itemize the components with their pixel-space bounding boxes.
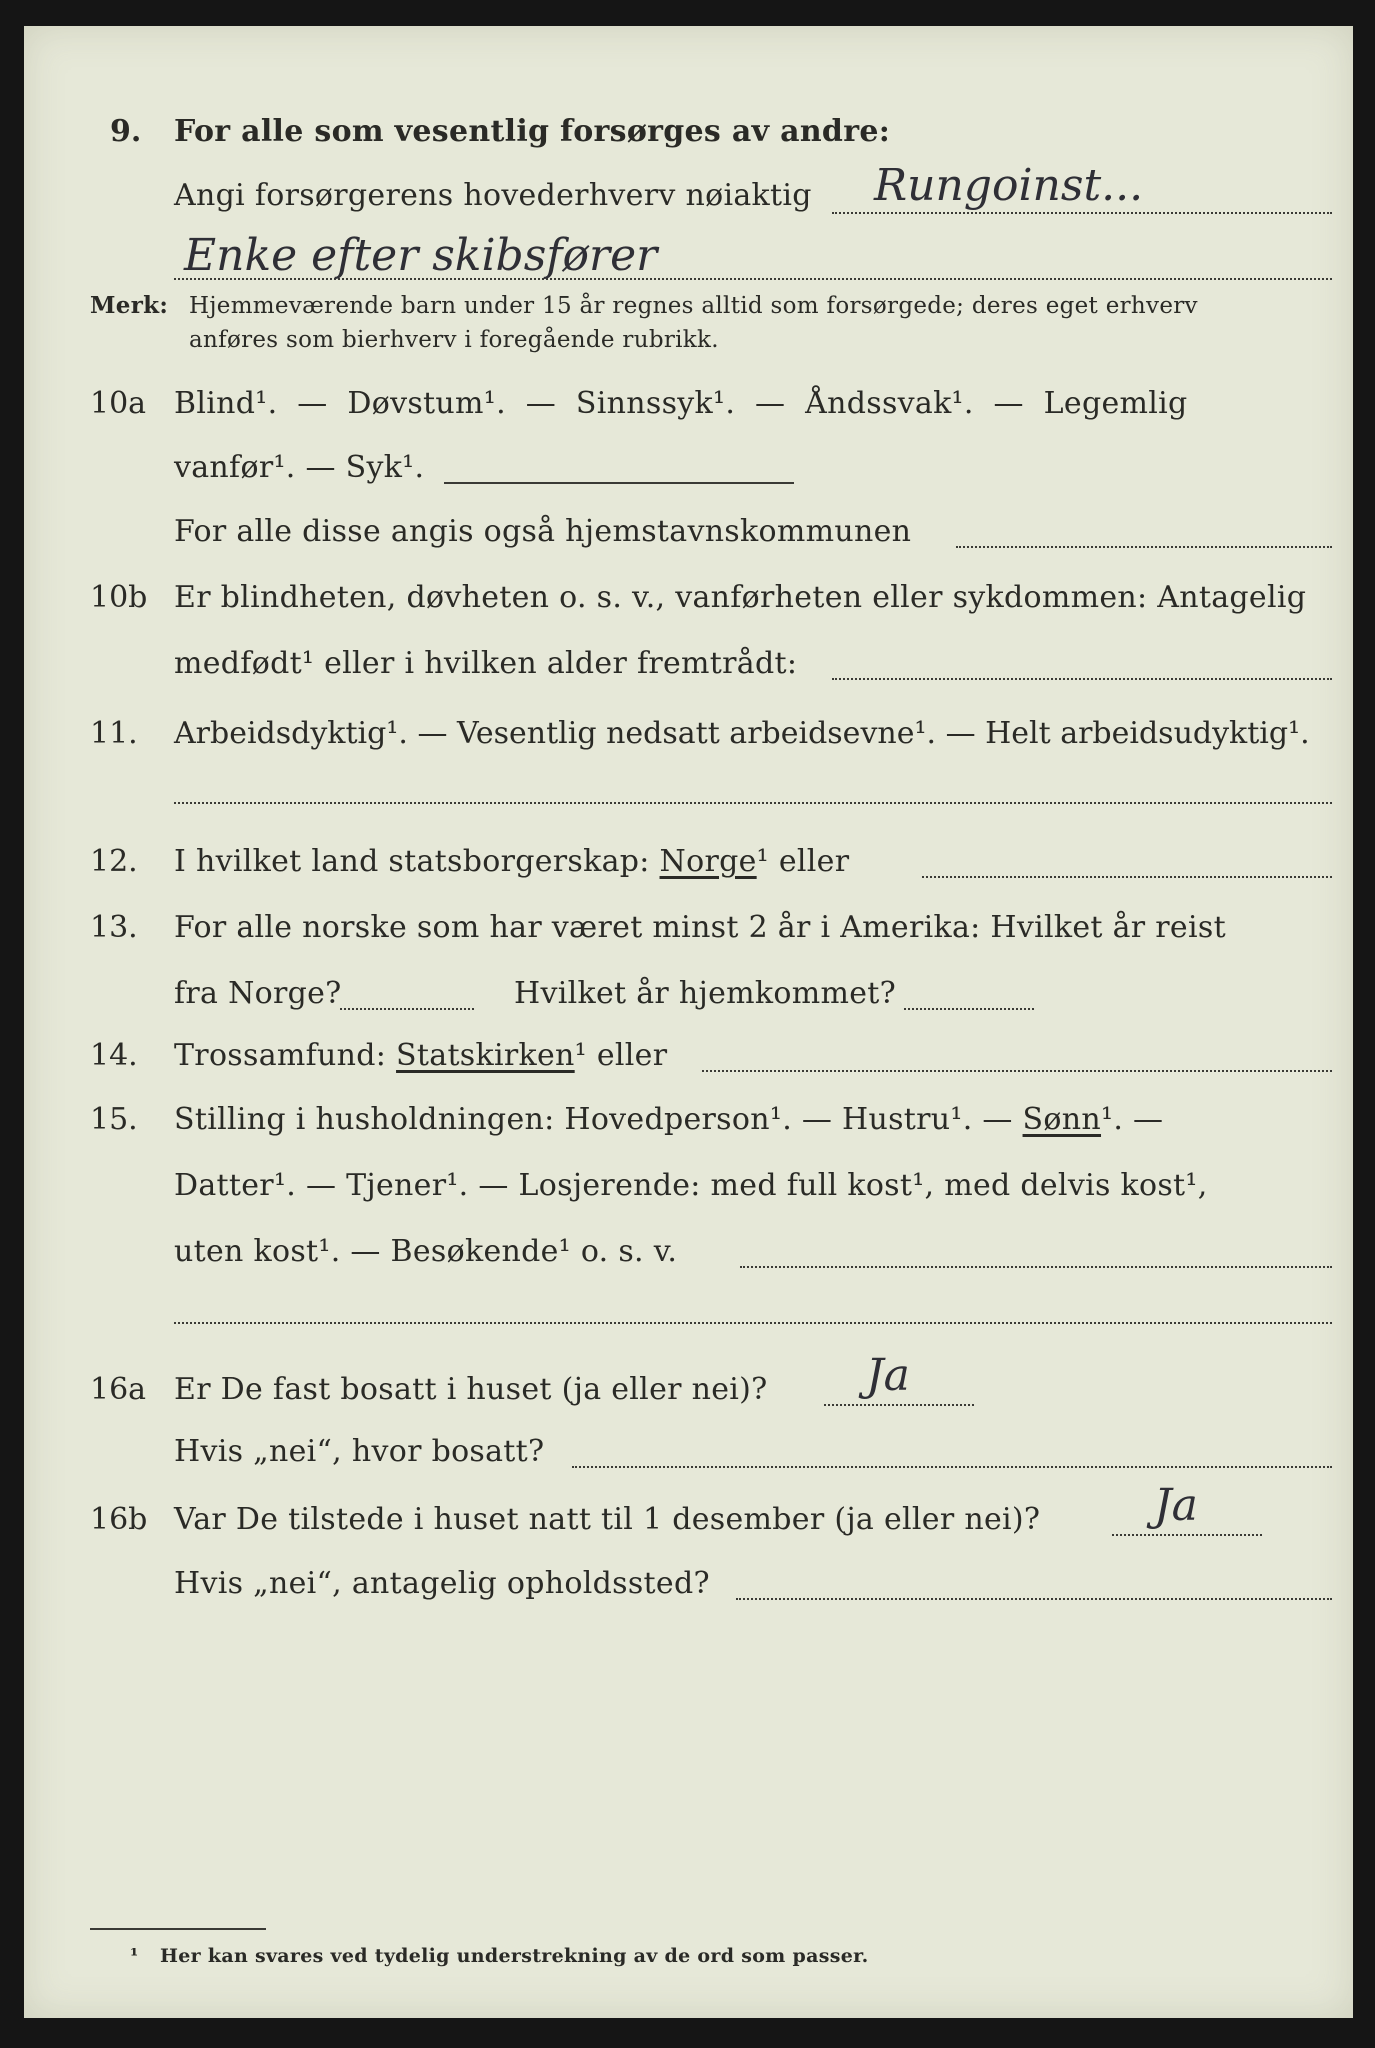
merk-label: Merk: [90, 292, 169, 319]
q15-line-1 [174, 1102, 1163, 1138]
q10b-answer-line [832, 678, 1332, 680]
q12-line [174, 844, 849, 880]
q13-line-2a: fra Norge? [174, 976, 342, 1011]
q9-answer-line-1 [832, 212, 1332, 214]
q12-text-a: I hvilket land statsborgerskap: [174, 844, 650, 879]
q16b-handwritten-answer: Ja [1154, 1480, 1198, 1531]
q9-label: Angi forsørgerens hovederhverv nøiaktig [174, 178, 812, 213]
q10b-line-2: medfødt¹ eller i hvilken alder fremtrådt: [174, 646, 798, 681]
q13-line-1: For alle norske som har været minst 2 år i Amerika: Hvilket år reist [174, 910, 1226, 945]
q9-handwritten-answer-2: Enke efter skibsfører [184, 230, 658, 281]
q14-underlined: Statskirken [396, 1038, 575, 1073]
q9-handwritten-answer-1: Rungoinst... [874, 160, 1144, 211]
footnote-text: Her kan svares ved tydelig understrekning av de ord som passer. [160, 1945, 869, 1967]
q14-text-b: ¹ eller [574, 1038, 668, 1073]
q12-text-b: ¹ eller [756, 844, 850, 879]
q15-number: 15. [90, 1102, 138, 1137]
q13-line-2b: Hvilket år hjemkommet? [514, 976, 897, 1011]
q10a-number: 10a [90, 386, 147, 421]
q16b-opholdssted-line [736, 1598, 1332, 1600]
merk-line-1: Hjemmeværende barn under 15 år regnes alltid som forsørgede; deres eget erhverv [189, 293, 1198, 319]
q13-number: 13. [90, 910, 138, 945]
q10a-syk-line [444, 482, 794, 484]
q15-line-2: Datter¹. — Tjener¹. — Losjerende: med full kost¹, med delvis kost¹, [174, 1168, 1208, 1203]
q15-answer-line-1 [740, 1266, 1332, 1268]
q11-answer-line [174, 802, 1332, 804]
q11-line-1: Arbeidsdyktig¹. — Vesentlig nedsatt arbeidsevne¹. — Helt arbeidsudyktig¹. [174, 716, 1310, 751]
q15-line-3: uten kost¹. — Besøkende¹ o. s. v. [174, 1234, 678, 1269]
q14-number: 14. [90, 1038, 138, 1073]
q15-underlined: Sønn [1022, 1102, 1102, 1137]
q16a-line-2: Hvis „nei“, hvor bosatt? [174, 1434, 545, 1469]
q14-answer-line [702, 1070, 1332, 1072]
q16b-answer-line [1112, 1534, 1262, 1536]
q16b-number: 16b [90, 1502, 148, 1537]
q14-text-a: Trossamfund: [174, 1038, 387, 1073]
q16a-number: 16a [90, 1372, 147, 1407]
q16b-line-1: Var De tilstede i huset natt til 1 desember (ja eller nei)? [174, 1502, 1041, 1537]
q12-underlined: Norge [659, 844, 757, 879]
q10a-line-3: For alle disse angis også hjemstavnskommunen [174, 514, 912, 549]
q11-number: 11. [90, 716, 138, 751]
footnote-rule [90, 1928, 266, 1930]
q16a-handwritten-answer: Ja [866, 1350, 910, 1401]
merk-line-2: anføres som bierhverv i foregående rubrikk. [189, 327, 719, 353]
q14-line [174, 1038, 667, 1074]
q10a-line-1: Blind¹. — Døvstum¹. — Sinnssyk¹. — Åndssvak¹. — Legemlig [174, 386, 1188, 421]
census-form-page [24, 26, 1353, 2018]
q15-line-1b: ¹. — [1101, 1102, 1164, 1137]
q10a-kommune-line [956, 546, 1332, 548]
q12-number: 12. [90, 844, 138, 879]
q16b-line-2: Hvis „nei“, antagelig opholdssted? [174, 1566, 710, 1601]
q16a-answer-line [824, 1404, 974, 1406]
q13-hjemkommet-line [904, 1008, 1034, 1010]
q12-answer-line [922, 876, 1332, 878]
q13-reist-line [340, 1008, 474, 1010]
q16a-bosatt-line [572, 1466, 1332, 1468]
q15-line-1a: Stilling i husholdningen: Hovedperson¹. — Hustru¹. — [174, 1102, 1013, 1137]
q10b-number: 10b [90, 580, 148, 615]
q9-title: For alle som vesentlig forsørges av andre: [174, 114, 891, 149]
q10b-line-1: Er blindheten, døvheten o. s. v., vanførheten eller sykdommen: Antagelig [174, 580, 1307, 615]
q10a-line-2: vanfør¹. — Syk¹. [174, 450, 425, 485]
footnote-mark: ¹ [130, 1945, 139, 1967]
q16a-line-1: Er De fast bosatt i huset (ja eller nei)? [174, 1372, 768, 1407]
q9-number: 9. [110, 114, 142, 149]
q15-answer-line-2 [174, 1322, 1332, 1324]
